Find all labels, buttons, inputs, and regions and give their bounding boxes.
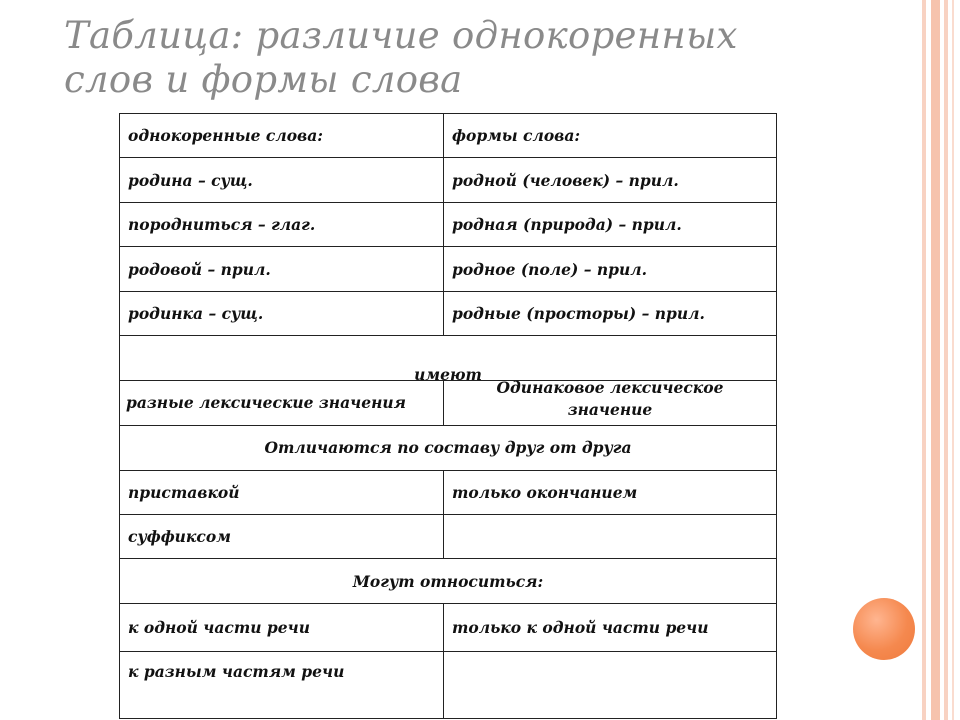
merged-cell <box>120 336 777 384</box>
meaning-right: Одинаковое лексическое значение <box>496 377 724 419</box>
header-cell: формы слова: <box>444 114 777 158</box>
decorative-orb <box>853 598 915 660</box>
meaning-left: разные лексические значения <box>126 393 406 413</box>
table-cell: родинка – сущ. <box>120 291 444 335</box>
table-cell: суффиксом <box>120 514 444 558</box>
table-cell <box>444 514 777 558</box>
table-cell <box>120 380 444 425</box>
table-row <box>120 470 777 514</box>
table-cell: родовой – прил. <box>120 247 444 291</box>
table-cell <box>444 377 777 425</box>
table-row <box>120 426 777 470</box>
slide-title: Таблица: различие однокоренных слов и формы слова <box>64 14 738 101</box>
table-cell <box>444 652 777 719</box>
table-cell: родное (поле) – прил. <box>444 247 777 291</box>
table-cell: породниться – глаг. <box>120 202 444 246</box>
table-cell: родные (просторы) – прил. <box>444 291 777 335</box>
table-row <box>120 652 777 719</box>
table-row <box>120 247 777 291</box>
table-cell: родной (человек) – прил. <box>444 158 777 202</box>
table-row <box>120 380 777 425</box>
comparison-table <box>119 113 777 719</box>
frame-stripe <box>944 0 948 720</box>
table-row <box>120 291 777 335</box>
header-cell: однокоренные слова: <box>120 114 444 158</box>
table-cell: только окончанием <box>444 470 777 514</box>
table-row <box>120 603 777 651</box>
table-cell: приставкой <box>120 470 444 514</box>
frame-stripe <box>922 0 926 720</box>
table-row <box>120 202 777 246</box>
table-cell: родина – сущ. <box>120 158 444 202</box>
table-row <box>120 559 777 603</box>
table-row <box>120 514 777 558</box>
frame-stripe <box>952 0 954 720</box>
table-cell: к одной части речи <box>120 603 444 651</box>
table-row <box>120 158 777 202</box>
table-row <box>120 336 777 380</box>
frame-stripe <box>931 0 940 720</box>
table-header-row <box>120 114 777 158</box>
merged-cell: Могут относиться: <box>120 559 777 603</box>
table-cell: к разным частям речи <box>120 652 444 719</box>
table-cell: родная (природа) – прил. <box>444 202 777 246</box>
table-cell: только к одной части речи <box>444 603 777 651</box>
merged-cell: Отличаются по составу друг от друга <box>120 426 777 470</box>
have-label: имеют <box>414 364 482 384</box>
